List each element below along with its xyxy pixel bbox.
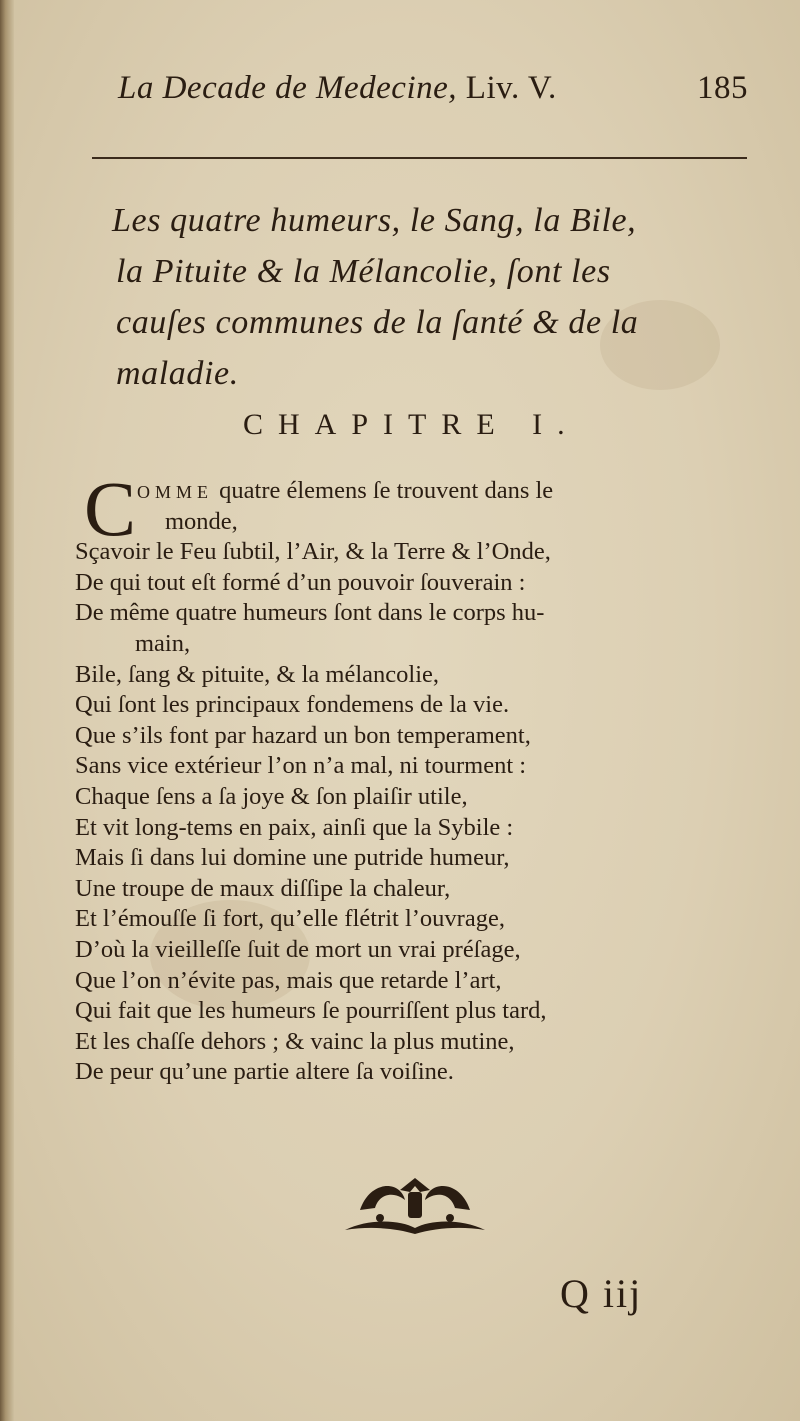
verse-line: Sans vice extérieur l’on n’a mal, ni tourment :: [75, 752, 527, 780]
page-binding-edge: [0, 0, 14, 1421]
summary-line: Les quatre humeurs, le Sang, la Bile,: [112, 202, 637, 239]
fleuron-ornament: [340, 1170, 490, 1240]
running-title: La Decade de Medecine,: [118, 70, 458, 106]
first-line-text: quatre élemens ſe trouvent dans le: [213, 477, 554, 504]
summary-line: cauſes communes de la ſanté & de la: [116, 304, 639, 341]
verse-line: D’où la vieilleſſe ſuit de mort un vrai préſage,: [75, 935, 521, 963]
verse-line: Que l’on n’évite pas, mais que retarde l’art,: [75, 966, 502, 994]
verse-line: Et les chaſſe dehors ; & vainc la plus mutine,: [75, 1027, 515, 1055]
chapter-summary: [112, 195, 762, 399]
chapter-heading: CHAPITRE I.: [243, 408, 580, 441]
verse-line: Bile, ſang & pituite, & la mélancolie,: [75, 660, 440, 688]
verse-line: Sçavoir le Feu ſubtil, l’Air, & la Terre & l’Onde,: [75, 538, 551, 566]
verse-line: De peur qu’une partie altere ſa voiſine.: [75, 1058, 454, 1086]
verse-line: Que s’ils font par hazard un bon temperament,: [75, 721, 531, 749]
summary-line: maladie.: [116, 355, 239, 392]
verse-line: Chaque ſens a ſa joye & ſon plaiſir utile,: [75, 782, 468, 810]
drop-cap: C: [84, 465, 137, 552]
verse-line: Une troupe de maux diſſipe la chaleur,: [75, 874, 451, 902]
header-rule-right: [405, 157, 747, 159]
verse-line: Qui ſont les principaux fondemens de la vie.: [75, 691, 510, 719]
verse-line: De qui tout eſt formé d’un pouvoir ſouverain :: [75, 568, 526, 596]
verse-line: Et l’émouſſe ſi fort, qu’elle flétrit l’ouvrage,: [75, 905, 505, 933]
verse-line: Mais ſi dans lui domine une putride humeur,: [75, 844, 510, 872]
verse-line: De même quatre humeurs ſont dans le corps hu-: [75, 599, 545, 627]
verse-line: monde,: [165, 507, 238, 535]
signature-mark: Q iij: [560, 1271, 643, 1316]
verse-line: Qui fait que les humeurs ſe pourriſſent plus tard,: [75, 997, 547, 1025]
verse-line: Et vit long-tems en paix, ainſi que la Sybile :: [75, 813, 514, 841]
first-word-smallcaps: OMME: [137, 482, 214, 502]
page-header: [118, 70, 758, 107]
verse-first-line: [75, 476, 765, 507]
header-rule-left: [92, 157, 410, 159]
book-reference: Liv. V.: [465, 70, 557, 106]
verse-line: main,: [135, 629, 191, 657]
summary-line: la Pituite & la Mélancolie, ſont les: [116, 253, 611, 290]
page-number: 185: [697, 70, 748, 106]
verse-body: [75, 476, 765, 1088]
